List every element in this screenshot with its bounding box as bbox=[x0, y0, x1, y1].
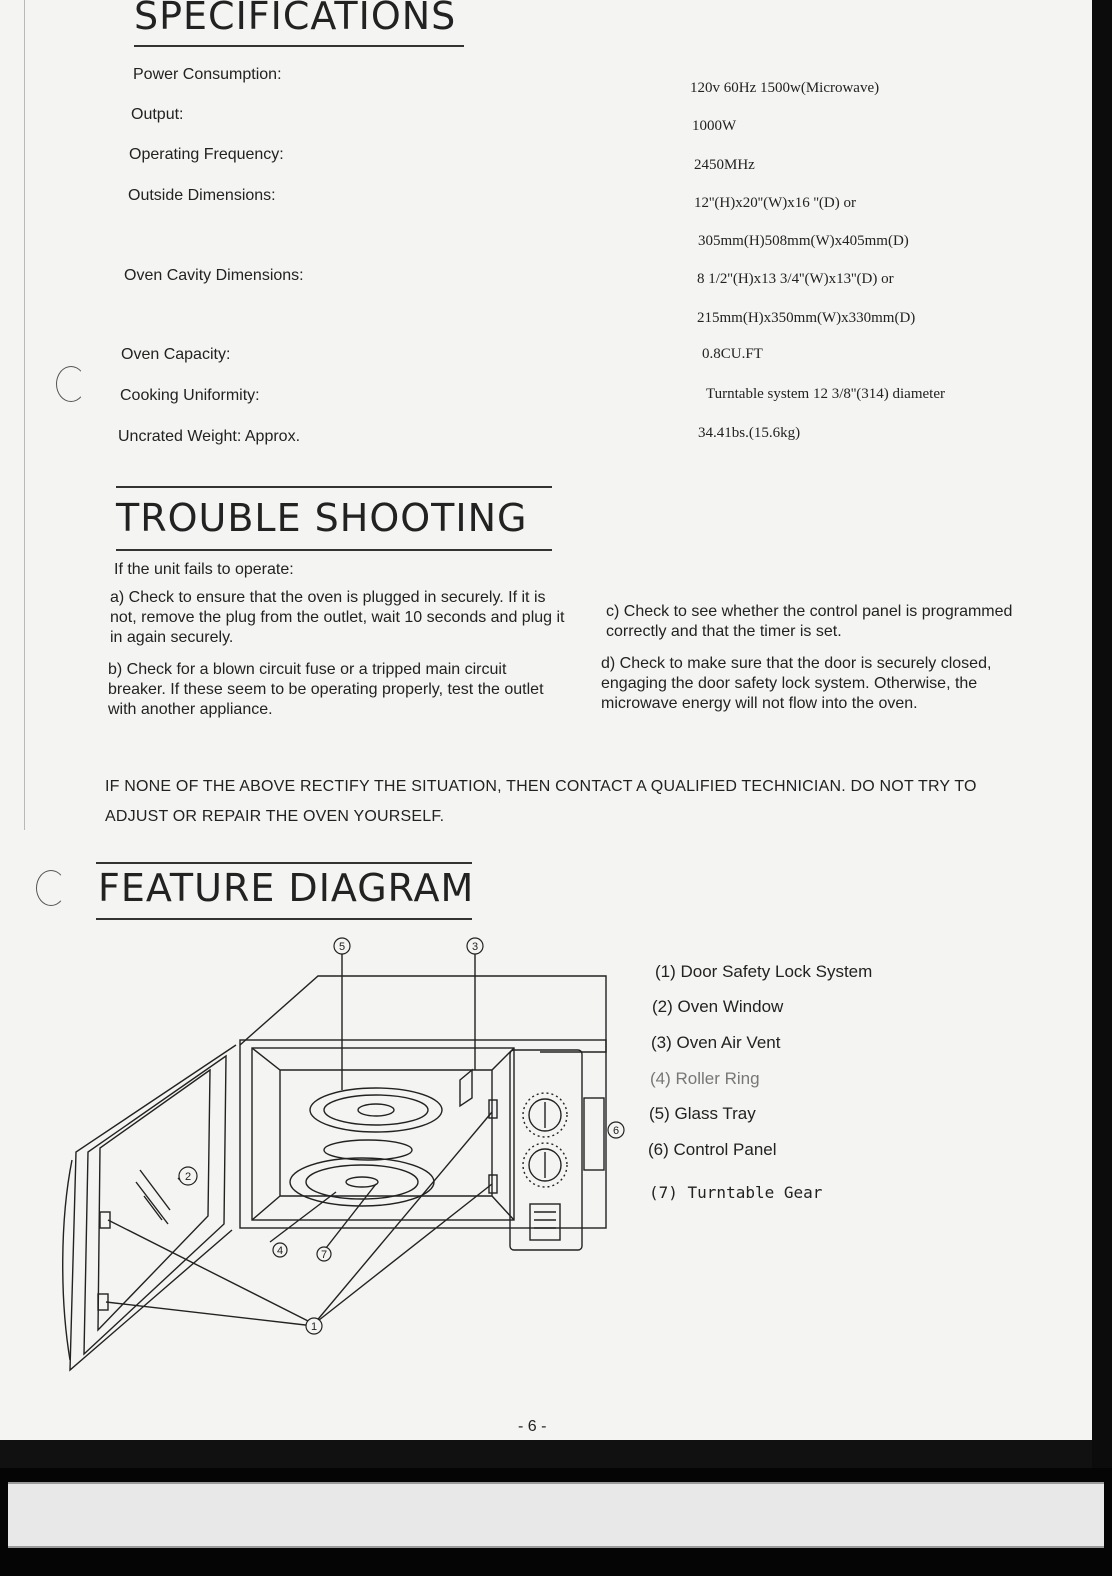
cavity-depth-lines bbox=[252, 1048, 514, 1220]
troubleshooting-step-d: d) Check to make sure that the door is securely closed, engaging the door safety lock system. Otherwise, the microwave energy will not flow into the oven. bbox=[601, 655, 992, 712]
spec-label: Operating Frequency: bbox=[129, 146, 284, 163]
troubleshooting-step-a: a) Check to ensure that the oven is plugged in securely. If it is not, remove the plug from the outlet, wait 10 seconds and plug it in again securely. bbox=[110, 589, 565, 646]
spec-label: Output: bbox=[131, 106, 184, 123]
spec-value: 0.8CU.FT bbox=[702, 346, 763, 362]
spec-label: Power Consumption: bbox=[133, 66, 282, 83]
spec-label: Oven Cavity Dimensions: bbox=[124, 267, 304, 284]
technician-warning: IF NONE OF THE ABOVE RECTIFY THE SITUATION, THEN CONTACT A QUALIFIED TECHNICIAN. DO NOT TRY TO ADJUST OR REPAIR THE OVEN YOURSELF. bbox=[105, 778, 977, 825]
spec-value: 305mm(H)508mm(W)x405mm(D) bbox=[698, 233, 909, 249]
spec-value: Turntable system 12 3/8''(314) diameter bbox=[706, 386, 945, 402]
spec-value: 12''(H)x20''(W)x16 ''(D) or bbox=[694, 195, 857, 211]
feature-diagram-heading: FEATURE DIAGRAM bbox=[98, 866, 475, 910]
troubleshooting-heading: TROUBLE SHOOTING bbox=[116, 496, 528, 540]
feature-item: (4) Roller Ring bbox=[650, 1069, 760, 1088]
callout-6: 6 bbox=[612, 1125, 620, 1137]
punch-hole-icon bbox=[56, 366, 86, 402]
oven-cavity bbox=[252, 1048, 514, 1220]
spec-value: 2450MHz bbox=[694, 157, 755, 173]
callout-4: 4 bbox=[276, 1245, 284, 1257]
troubleshooting-step-b: b) Check for a blown circuit fuse or a tripped main circuit breaker. If these seem to be operating properly, test the outlet with another appliance. bbox=[108, 661, 544, 718]
roller-ring bbox=[324, 1140, 412, 1160]
turntable-gear bbox=[346, 1177, 378, 1187]
cabinet-front bbox=[240, 1040, 606, 1228]
punch-hole-icon bbox=[36, 870, 66, 906]
spec-value: 8 1/2''(H)x13 3/4''(W)x13''(D) or bbox=[697, 271, 894, 287]
microwave-feature-diagram bbox=[40, 920, 640, 1380]
spec-value: 215mm(H)x350mm(W)x330mm(D) bbox=[697, 310, 916, 326]
feature-item: (2) Oven Window bbox=[652, 997, 784, 1016]
feature-item: (5) Glass Tray bbox=[649, 1104, 756, 1123]
page-number: - 6 - bbox=[518, 1418, 547, 1435]
heading-underline bbox=[134, 45, 464, 47]
callout-5: 5 bbox=[338, 941, 346, 953]
binding-edge-line bbox=[24, 0, 25, 830]
spec-value: 1000W bbox=[692, 118, 737, 134]
feature-item: (7) Turntable Gear bbox=[649, 1183, 823, 1202]
scanner-bottom-strip bbox=[0, 1468, 1112, 1576]
troubleshooting-step-c: c) Check to see whether the control panel is programmed correctly and that the timer is set. bbox=[606, 603, 1013, 640]
feature-item: (1) Door Safety Lock System bbox=[655, 962, 873, 981]
spec-value: 34.41bs.(15.6kg) bbox=[698, 425, 801, 441]
spec-label: Uncrated Weight: Approx. bbox=[118, 428, 301, 445]
air-vent bbox=[460, 1070, 472, 1106]
callout-3: 3 bbox=[471, 941, 479, 953]
door-release-button bbox=[530, 1204, 560, 1240]
spec-label: Cooking Uniformity: bbox=[120, 387, 260, 404]
spec-label: Outside Dimensions: bbox=[128, 187, 276, 204]
spec-value: 120v 60Hz 1500w(Microwave) bbox=[690, 80, 880, 96]
feature-item: (3) Oven Air Vent bbox=[651, 1033, 781, 1052]
troubleshooting-intro: If the unit fails to operate: bbox=[114, 561, 294, 578]
heading-underline bbox=[116, 549, 552, 551]
specifications-heading: SPECIFICATIONS bbox=[134, 0, 457, 38]
callout-7: 7 bbox=[320, 1249, 328, 1261]
callout-2: 2 bbox=[184, 1171, 192, 1183]
callout-1: 1 bbox=[310, 1321, 318, 1333]
spec-label: Oven Capacity: bbox=[121, 346, 231, 363]
feature-item: (6) Control Panel bbox=[648, 1140, 777, 1159]
heading-overline bbox=[96, 862, 472, 864]
scan-border bbox=[1092, 0, 1112, 1468]
heading-overline bbox=[116, 486, 552, 488]
